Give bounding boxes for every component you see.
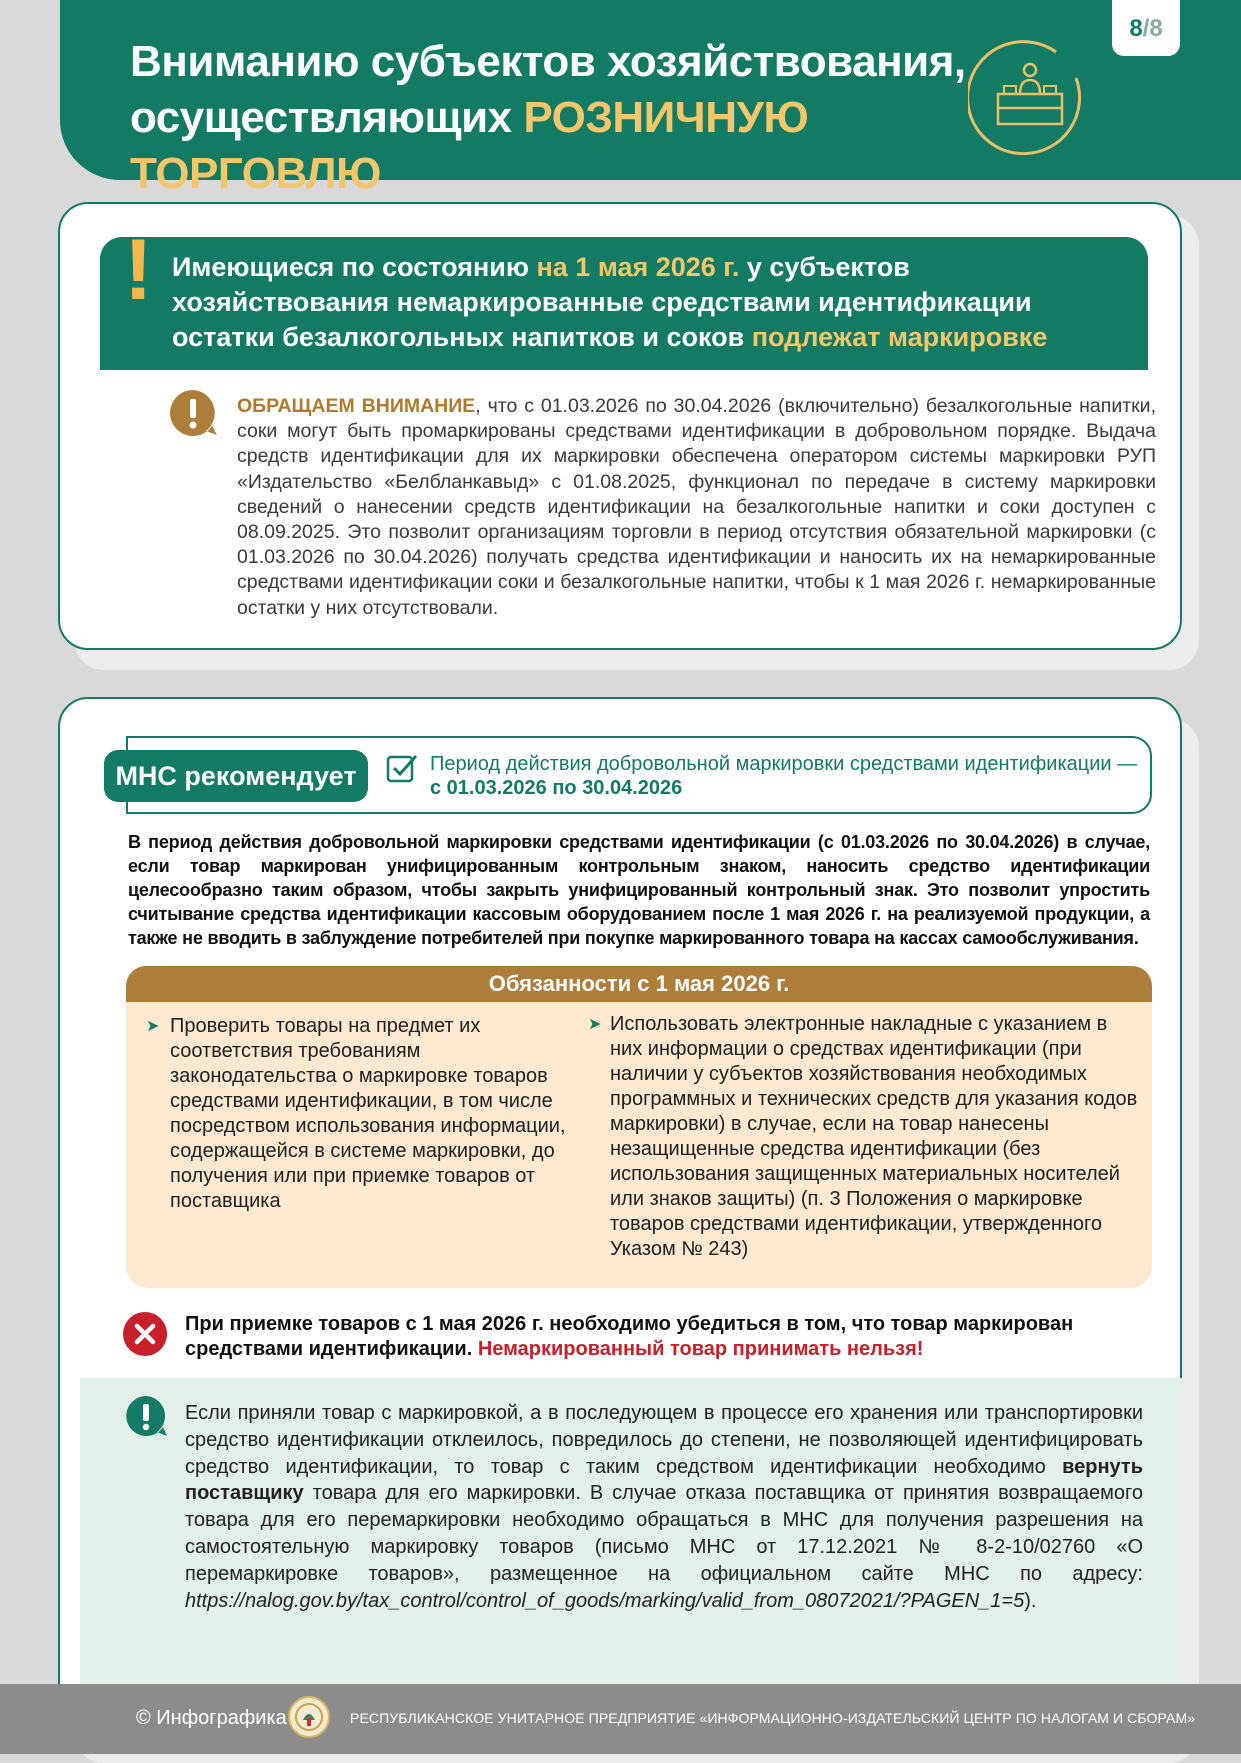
attention-bubble-icon — [168, 388, 218, 438]
retail-shop-icon — [968, 38, 1092, 162]
organization-name: РЕСПУБЛИКАНСКОЕ УНИТАРНОЕ ПРЕДПРИЯТИЕ «ИНФОРМАЦИОННО-ИЗДАТЕЛЬСКИЙ ЦЕНТР ПО НАЛОГАМ И СБОРАМ» — [350, 1710, 1196, 1726]
exclamation-icon: ! — [124, 222, 153, 318]
duty-item-1: Проверить товары на предмет их соответствия требованиям законодательства о маркировке товаров средствами идентификации, в том числе посредством использования информации, содержащейся в системе маркировки, до получения или при приемке товаров от поставщика — [170, 1015, 566, 1212]
banner-text-2: у субъектов хозяйствования немаркированные средствами идентификации остатки безалкогольных напитков и соков — [172, 252, 1032, 352]
page-title — [130, 34, 970, 202]
return-note-text — [185, 1400, 1143, 1614]
page-number — [1112, 0, 1180, 56]
page-current: 8 — [1129, 15, 1143, 42]
banner-text — [172, 250, 1132, 355]
note-end: ). — [1024, 1589, 1037, 1612]
attention-lead: ОБРАЩАЕМ ВНИМАНИЕ — [237, 395, 476, 417]
duty-item-2: Использовать электронные накладные с указанием в них информации о средствах идентификации (при наличии у субъектов хозяйствования необходимых программных и технических средств для указания кодов маркировки) в случае, если на товар нанесены незащищенные средства идентификации (без использования защищенных материальных носителей или знаков защиты) (п. 3 Положения о маркировке товаров средствами идентификации, утвержденного Указом № 243) — [610, 1013, 1138, 1260]
banner-date: на 1 мая 2026 г. — [536, 252, 740, 282]
copyright: © Инфографика — [136, 1707, 287, 1729]
note-bold: вернуть поставщику — [185, 1455, 1143, 1505]
voluntary-period — [430, 752, 1150, 800]
page-total: /8 — [1142, 15, 1163, 42]
arrow-bullet-icon: ➤ — [588, 1016, 602, 1033]
banner-highlight-end: подлежат маркировке — [751, 322, 1048, 352]
title-line-1: Вниманию субъектов хозяйствования, — [130, 37, 966, 86]
warning-text: При приемке товаров с 1 мая 2026 г. необходимо убедиться в том, что товар маркирован средствами идентификации. — [185, 1313, 1074, 1360]
period-dates: с 01.03.2026 по 30.04.2026 — [430, 777, 683, 799]
attention-text — [237, 394, 1156, 621]
banner-text-1: Имеющиеся по состоянию — [172, 252, 529, 282]
warning-red: Немаркированный товар принимать нельзя! — [477, 1338, 924, 1360]
note-text-2: товара для его маркировки. В случае отказа поставщика от принятия возвращаемого товара для его перемаркировки необходимо обращаться в МНС для получения разрешения на самостоятельную маркировку товаров (письмо МНС от 17.12.2021 № 8-2-10/02760 «О перемаркировке товаров», размещенное на официальном сайте МНС по адресу: — [185, 1482, 1143, 1585]
title-highlight: РОЗНИЧНУЮ ТОРГОВЛЮ — [130, 93, 809, 198]
acceptance-warning — [185, 1312, 1145, 1362]
info-exclamation-icon — [124, 1394, 168, 1438]
emblem-logo-icon — [288, 1696, 330, 1738]
duties-title: Обязанности с 1 мая 2026 г. — [126, 966, 1152, 1002]
title-line-2 — [130, 90, 970, 202]
attention-body: , что с 01.03.2026 по 30.04.2026 (включительно) безалкогольные напитки, соки могут быть промаркированы средствами идентификации в добровольном порядке. Выдача средств идентификации для их маркировки обеспечена оператором системы маркировки РУП «Издательство «Белбланкавыд» с 01.08.2025, функционал по передаче в систему маркировки сведений о нанесении средств идентификации на безалкогольные напитки и соки доступен с 08.09.2025. Это позволит организациям торговли в период отсутствия обязательной маркировки (с 01.03.2026 по 30.04.2026) получать средства идентификации и наносить их на немаркированные средствами идентификации соки и безалкогольные напитки, чтобы к 1 мая 2026 г. немаркированные остатки у них отсутствовали. — [237, 395, 1156, 619]
period-text: Период действия добровольной маркировки средствами идентификации — — [430, 753, 1138, 775]
note-text-1: Если приняли товар с маркировкой, а в последующем в процессе его хранения или транспортировки средство идентификации отклеилось, повредилось до степени, не позволяющей идентифицировать средство идентификации, то товар с таким средством идентификации необходимо — [185, 1402, 1143, 1478]
mns-paragraph: В период действия добровольной маркировки средствами идентификации (с 01.03.2026 по 30.04.2026) в случае, если товар маркирован унифицированным контрольным знаком, наносить средство идентификации целесообразно таким образом, чтобы закрыть унифицированный контрольный знак. Это позволит упростить считывание средства идентификации кассовым оборудованием после 1 мая 2026 г. на реализуемой продукции, а также не вводить в заблуждение потребителей при покупке маркированного товара на кассах самообслуживания. — [128, 832, 1150, 948]
mns-recommends-label: МНС рекомендует — [104, 750, 368, 802]
checkbox-check-icon — [386, 752, 418, 784]
nalog-url-link[interactable]: https://nalog.gov.by/tax_control/control_of_goods/marking/valid_from_08072021/?PAGEN_1=5 — [185, 1589, 1025, 1612]
arrow-bullet-icon: ➤ — [146, 1018, 160, 1035]
prohibited-x-icon — [122, 1311, 168, 1357]
title-line-2-prefix: осуществляющих — [130, 93, 512, 142]
